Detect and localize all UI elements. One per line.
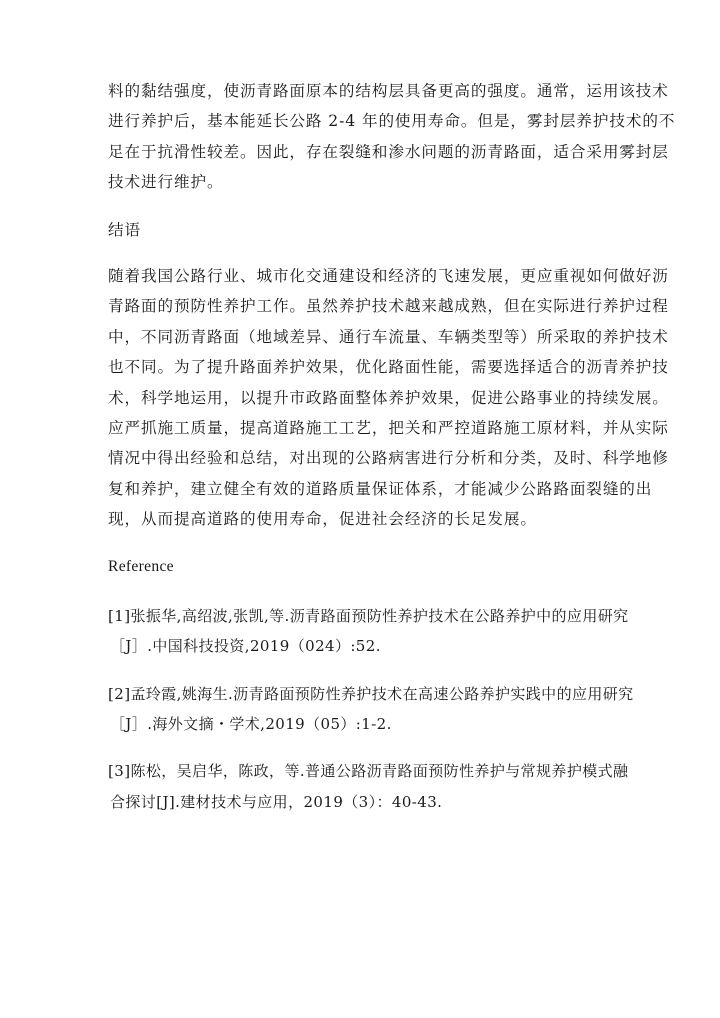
reference-list <box>108 601 634 817</box>
conclusion-line: 术，科学地运用，以提升市政路面整体养护效果，促进公路事业的持续发展。 <box>108 388 669 407</box>
conclusion-line: 应严抓施工质量，提高道路施工工艺，把关和严控道路施工原材料，并从实际 <box>108 418 669 437</box>
body-paragraph <box>108 76 676 198</box>
conclusion-line: 青路面的预防性养护工作。虽然养护技术越来越成熟，但在实际进行养护过程 <box>108 297 669 316</box>
reference-line: [1]张振华,高绍波,张凯,等.沥青路面预防性养护技术在公路养护中的应用研究 <box>108 606 629 625</box>
reference-item <box>108 601 629 662</box>
body-line: 足在于抗滑性较差。因此，存在裂缝和渗水问题的沥青路面，适合采用雾封层 <box>108 142 669 161</box>
conclusion-line: 也不同。为了提升路面养护效果，优化路面性能，需要选择适合的沥青养护技 <box>108 358 669 377</box>
reference-line: ［J］.海外文摘・学术,2019（05）:1-2. <box>110 715 392 734</box>
conclusion-paragraph <box>108 261 669 535</box>
body-line: 料的黏结强度，使沥青路面原本的结构层具备更高的强度。通常，运用该技术 <box>108 82 669 100</box>
reference-item <box>108 679 634 740</box>
reference-line: ［J］.中国科技投资,2019（024）:52. <box>110 637 381 656</box>
document-page <box>108 76 676 834</box>
conclusion-heading: 结语 <box>108 220 141 239</box>
conclusion-line: 现，从而提高道路的使用寿命，促进社会经济的长足发展。 <box>108 510 537 529</box>
reference-item <box>108 756 629 817</box>
conclusion-line: 中，不同沥青路面（地域差异、通行车流量、车辆类型等）所采取的养护技术 <box>108 327 669 346</box>
reference-line: [3]陈松，吴启华，陈政，等.普通公路沥青路面预防性养护与常规养护模式融 <box>108 762 629 781</box>
reference-line: [2]孟玲霞,姚海生.沥青路面预防性养护技术在高速公路养护实践中的应用研究 <box>108 684 634 703</box>
reference-line: 合探讨[J].建材技术与应用，2019（3）：40-43. <box>110 792 443 811</box>
conclusion-line: 随着我国公路行业、城市化交通建设和经济的飞速发展，更应重视如何做好沥 <box>108 266 669 285</box>
body-line: 技术进行维护。 <box>108 173 224 192</box>
body-line: 进行养护后，基本能延长公路 2-4 年的使用寿命。但是，雾封层养护技术的不 <box>108 112 676 131</box>
conclusion-line: 情况中得出经验和总结，对出现的公路病害进行分析和分类，及时、科学地修 <box>108 449 669 468</box>
references-heading: Reference <box>108 558 174 576</box>
conclusion-line: 复和养护，建立健全有效的道路质量保证体系，才能减少公路路面裂缝的出 <box>108 479 653 498</box>
